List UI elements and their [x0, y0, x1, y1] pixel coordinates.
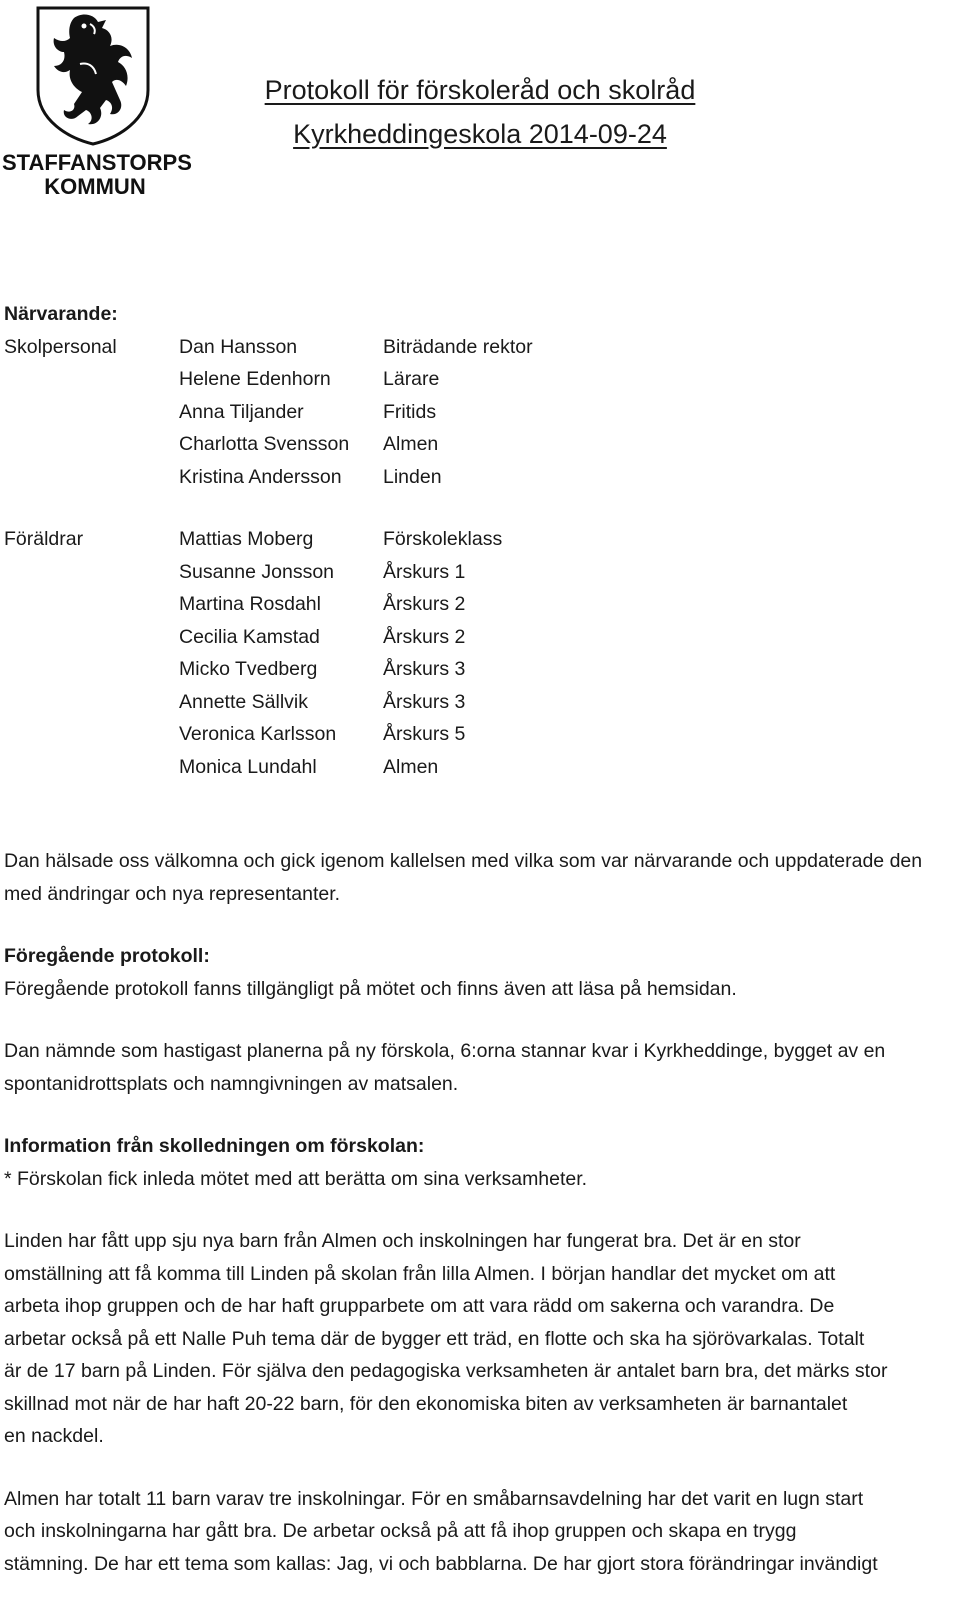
- attendee-name: Monica Lundahl: [179, 755, 317, 778]
- paragraph-line: och inskolningarna har gått bra. De arbetar också på att få ihop gruppen och skapa en trygg: [4, 1520, 797, 1542]
- attendee-name: Mattias Moberg: [179, 528, 314, 550]
- attendee-row: [4, 331, 956, 364]
- attendee-group: [4, 718, 179, 751]
- attendee-row: [4, 588, 956, 621]
- attendee-group: [4, 428, 179, 461]
- attendee-name: Dan Hansson: [179, 335, 298, 358]
- attendee-role: Årskurs 2: [383, 593, 466, 615]
- parents-list: [4, 523, 956, 783]
- attendee-role: Almen: [383, 755, 439, 778]
- title-line-2: Kyrkheddingeskola 2014-09-24: [293, 119, 667, 149]
- attendee-name: Susanne Jonsson: [179, 560, 335, 583]
- info-text: * Förskolan fick inleda mötet med att berätta om sina verksamheter.: [4, 1167, 588, 1190]
- staff-list: [4, 331, 956, 494]
- attendee-row: [4, 396, 956, 429]
- attendee-group: [4, 396, 179, 429]
- paragraph-line: Linden har fått upp sju nya barn från Almen och inskolningen har fungerat bra. Det är en stor: [4, 1230, 801, 1252]
- attendee-name: Kristina Andersson: [179, 465, 342, 488]
- paragraph-line: stämning. De har ett tema som kallas: Jag, vi och babblarna. De har gjort stora förändringar invändigt: [4, 1552, 878, 1575]
- attendee-group: Föräldrar: [4, 528, 84, 550]
- paragraph-line: omställning att få komma till Linden på skolan från lilla Almen. I början handlar det mycket om att: [4, 1262, 836, 1285]
- attendee-group: Skolpersonal: [4, 335, 117, 358]
- attendee-group: [4, 363, 179, 396]
- attendee-row: [4, 363, 956, 396]
- attendee-role: Linden: [383, 465, 442, 488]
- attendee-role: Årskurs 2: [383, 625, 466, 648]
- attendee-row: [4, 556, 956, 589]
- attendee-group: [4, 588, 179, 621]
- attendance-heading: Närvarande:: [4, 303, 118, 325]
- attendee-role: Almen: [383, 433, 439, 455]
- almen-paragraph: [4, 1483, 956, 1581]
- welcome-paragraph: Dan hälsade oss välkomna och gick igenom kallelsen med vilka som var närvarande och uppdaterade den med ändringar och nya representanter.: [4, 850, 923, 905]
- attendee-row: [4, 461, 956, 494]
- attendee-group: [4, 751, 179, 784]
- linden-paragraph: [4, 1225, 956, 1453]
- paragraph-line: är de 17 barn på Linden. För själva den pedagogiska verksamheten är antalet barn bra, det märks stor: [4, 1360, 888, 1382]
- attendee-role: Årskurs 1: [383, 560, 466, 583]
- attendee-name: Charlotta Svensson: [179, 433, 350, 455]
- attendee-role: Lärare: [383, 368, 440, 390]
- paragraph-line: en nackdel.: [4, 1425, 104, 1447]
- attendee-role: Årskurs 3: [383, 658, 466, 680]
- document-title: [240, 68, 720, 156]
- attendee-group: [4, 653, 179, 686]
- attendee-row: [4, 428, 956, 461]
- attendee-row: [4, 621, 956, 654]
- attendee-group: [4, 461, 179, 494]
- previous-protocol-heading: Föregående protokoll:: [4, 945, 210, 967]
- attendee-row: [4, 653, 956, 686]
- attendee-name: Martina Rosdahl: [179, 593, 321, 615]
- plans-paragraph: Dan nämnde som hastigast planerna på ny förskola, 6:orna stannar kvar i Kyrkheddinge, bygget av en spontanidrottsplats och namngivningen av matsalen.: [4, 1040, 886, 1095]
- attendee-name: Micko Tvedberg: [179, 658, 318, 680]
- coat-of-arms-icon: [34, 4, 152, 146]
- attendee-name: Anna Tiljander: [179, 400, 304, 423]
- attendee-row: [4, 523, 956, 556]
- attendee-group: [4, 556, 179, 589]
- attendee-role: Årskurs 5: [383, 723, 466, 745]
- attendee-name: Annette Sällvik: [179, 690, 308, 713]
- attendee-role: Förskoleklass: [383, 528, 503, 550]
- attendee-row: [4, 686, 956, 719]
- attendee-name: Veronica Karlsson: [179, 723, 337, 745]
- attendee-group: [4, 621, 179, 654]
- paragraph-line: arbetar också på ett Nalle Puh tema där de bygger ett träd, en flotte och ska ha sjörövarkalas. Totalt: [4, 1327, 865, 1350]
- paragraph-line: skillnad mot när de har haft 20-22 barn, för den ekonomiska biten av verksamheten är barnantalet: [4, 1392, 848, 1415]
- attendee-name: Helene Edenhorn: [179, 368, 331, 390]
- attendee-role: Fritids: [383, 400, 437, 423]
- document-body: [4, 298, 956, 1580]
- attendee-name: Cecilia Kamstad: [179, 625, 320, 648]
- info-heading: Information från skolledningen om förskolan:: [4, 1135, 425, 1157]
- attendee-role: Biträdande rektor: [383, 335, 533, 358]
- attendee-role: Årskurs 3: [383, 690, 466, 713]
- logo-text-line1: STAFFANSTORPS: [2, 150, 192, 175]
- paragraph-line: arbeta ihop gruppen och de har haft grupparbete om att vara rädd om sakerna och varandra. De: [4, 1295, 835, 1317]
- attendee-row: [4, 718, 956, 751]
- previous-protocol-text: Föregående protokoll fanns tillgängligt på mötet och finns även att läsa på hemsidan.: [4, 977, 737, 1000]
- attendee-group: [4, 686, 179, 719]
- attendee-row: [4, 751, 956, 784]
- municipality-logo: [2, 4, 192, 199]
- logo-text-line2: KOMMUN: [44, 174, 146, 199]
- paragraph-line: Almen har totalt 11 barn varav tre inskolningar. För en småbarnsavdelning har det varit en lugn start: [4, 1487, 864, 1510]
- title-line-1: Protokoll för förskoleråd och skolråd: [264, 75, 696, 105]
